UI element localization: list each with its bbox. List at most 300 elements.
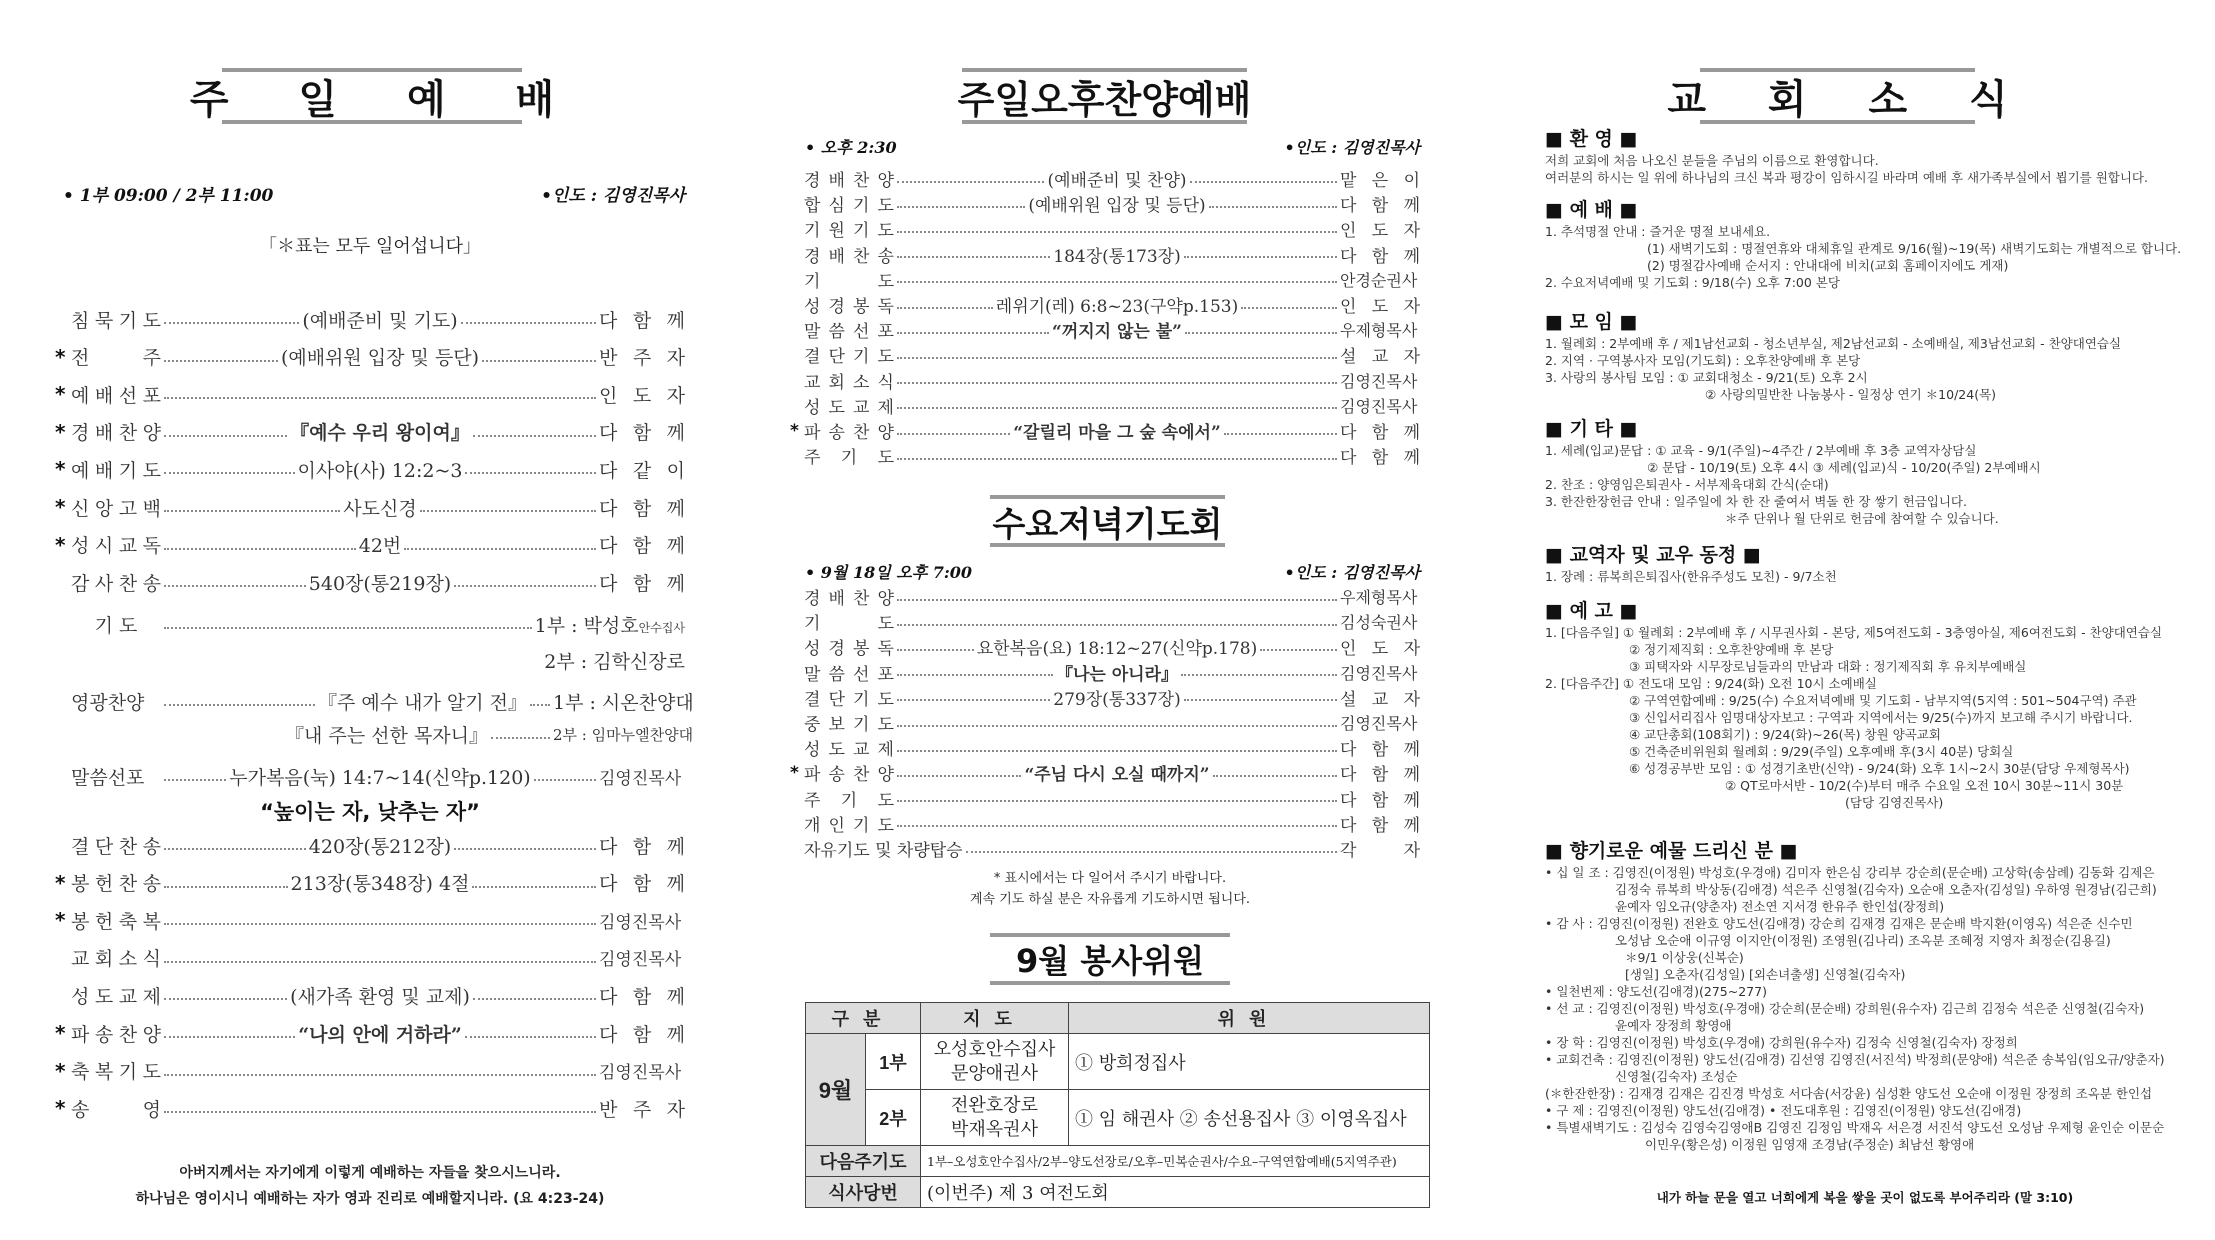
table-header (806, 1003, 1430, 1034)
order-row (55, 906, 685, 934)
sunday-title: 주 일 예 배 (189, 76, 583, 123)
preview-line-3: ③ 피택자와 시무장로님들과의 만남과 대화 : 정기제직회 후 유치부예배실 (1629, 659, 2027, 674)
wednesday-meta (805, 560, 1420, 583)
order-person: 김영진목사 (1340, 371, 1418, 391)
part-1-guide: 오성호안수집사 문양애권사 (921, 1034, 1069, 1090)
offering-line-2: 김정숙 류복희 박상동(김애경) 석은주 신영철(김숙자) 오순애 오춘자(김성일) 우하영 원경남(김근희) (1615, 882, 2157, 897)
preview-line-8: ⑤ 건축준비위원회 월례회 : 9/29(주일) 오후예배 후(3시 40분) 당회실 (1629, 744, 2014, 759)
preview-line-1: 1. [다음주일] ① 월례회 : 2부예배 후 / 시무권사회 - 본당, 제5여전도회 - 3층영아실, 제6여전도회 - 찬양대연습실 (1545, 625, 2163, 640)
order-content: (새가족 환영 및 교제) (290, 985, 470, 1008)
dot-leader (897, 256, 1050, 258)
order-row (55, 831, 685, 859)
dot-leader (164, 886, 288, 888)
dot-leader (897, 649, 974, 651)
offering-line-8: • 일천번제 : 양도선(김애경)(275~277) (1545, 984, 1767, 999)
order-title: 합 심 기 도 (804, 196, 894, 217)
offering-line-12: • 교회건축 : 김영진(이정원) 양도선(김애경) 김선영 김영진(서진석) 박정희(문양애) 석은준 송복임(임오규/양춘자) (1545, 1052, 2165, 1067)
staff-line-1: 1. 장례 : 류복희은퇴집사(한유주성도 모친) - 9/7소천 (1545, 569, 1837, 584)
order-title: 주 기 도 (804, 448, 894, 469)
dot-leader (164, 923, 596, 925)
order-person: 김영진목사 (599, 1063, 682, 1084)
order-content: 42번 (358, 535, 402, 558)
worship-line-3: (2) 명절감사예배 순서지 : 안내대에 비치(교회 홈페이지에도 게재) (1647, 258, 2009, 273)
welcome-heading: ■ 환 영 ■ (1545, 128, 1638, 150)
order-person: 맡 은 이 (1340, 171, 1420, 191)
order-title: 주 기 도 (804, 790, 894, 811)
sunday-prayer-row-2 (55, 646, 685, 674)
meal-value: (이번주) 제 3 여전도회 (921, 1177, 1430, 1208)
dot-leader (1260, 649, 1337, 651)
dot-leader (897, 624, 1337, 626)
worship-text (1545, 223, 2181, 291)
dot-leader (164, 510, 340, 512)
dot-leader (897, 699, 1050, 701)
star-mark: * (55, 344, 66, 369)
dot-leader (473, 998, 596, 1000)
order-person: 다 함 께 (1340, 740, 1420, 761)
order-title: 성 경 봉 독 (804, 639, 894, 660)
worship-heading: ■ 예 배 ■ (1545, 199, 1638, 221)
order-person: 반 주 자 (599, 347, 685, 370)
order-title: 결 단 기 도 (804, 347, 894, 368)
wednesday-title-box (990, 495, 1225, 547)
order-content: 『나는 아니라』 (1055, 664, 1179, 685)
dot-leader (897, 281, 1337, 283)
order-title: 경 배 찬 송 (804, 246, 894, 267)
order-person: 인 도 자 (1340, 221, 1420, 242)
stand-note: 「＊표는 모두 일어섭니다」 (259, 236, 481, 257)
order-title: 예 배 선 포 (71, 384, 161, 407)
order-row (790, 609, 1420, 634)
order-content: 『예수 우리 왕이여』 (290, 422, 470, 445)
order-person: 다 함 께 (599, 497, 685, 520)
table-row (806, 1177, 1430, 1208)
order-content: 279장(통337장) (1053, 689, 1181, 710)
order-row (55, 418, 685, 446)
sunday-meta (63, 181, 685, 206)
sermon-title: 말씀선포 (71, 766, 145, 789)
dot-leader (897, 332, 1049, 334)
offering-line-17: 이민우(황은성) 이정원 임영재 조경남(주정순) 최남선 황영애 (1645, 1137, 1975, 1152)
next-prayer-label: 다음주기도 (806, 1146, 921, 1177)
afternoon-title-box (957, 68, 1252, 124)
order-row (790, 418, 1420, 443)
order-title: 성 도 교 제 (804, 740, 894, 761)
dot-leader (491, 737, 550, 739)
offering-line-11: • 장 학 : 김영진(이정원) 박성호(우경애) 강희원(유수자) 김정숙 신영철(김숙자) 장정희 (1545, 1035, 2018, 1050)
table-row (806, 1034, 1430, 1090)
order-row (790, 242, 1420, 267)
order-content: 사도신경 (343, 497, 417, 520)
sermon-name: “높이는 자, 낮추는 자” (260, 800, 480, 824)
sermon-preacher: 김영진목사 (599, 768, 682, 789)
order-title: 파 송 찬 양 (804, 765, 894, 786)
wednesday-title: 수요저녁기도회 (992, 504, 1223, 545)
order-person: 다 함 께 (1340, 196, 1420, 217)
order-title: 성 시 교 독 (71, 535, 161, 558)
order-person: 김영진목사 (599, 950, 682, 971)
verse-line-1: 아버지께서는 자기에게 이렇게 예배하는 자들을 찾으시느니라. (179, 1165, 561, 1181)
order-content: “꺼지지 않는 불” (1052, 322, 1182, 343)
order-row (790, 811, 1420, 836)
dot-leader (897, 599, 1337, 601)
col-guide: 지도 (921, 1003, 1069, 1034)
order-content: 184장(통173장) (1053, 246, 1181, 267)
dot-leader (897, 307, 993, 309)
praise-choir-2: 2부 : 임마누엘찬양대 (553, 725, 694, 744)
dot-leader (897, 407, 1337, 409)
praise-song-1: 『주 예수 내가 알기 전』 (318, 691, 527, 714)
star-mark: * (55, 1021, 66, 1045)
preview-line-6: ③ 신입서리집사 임명대상자보고 : 구역과 지역에서는 9/25(수)까지 보고해 주시기 바랍니다. (1629, 710, 2133, 725)
news-title-box (1667, 68, 2032, 124)
order-person: 다 함 께 (599, 422, 685, 445)
order-person: 다 함 께 (599, 535, 685, 558)
wednesday-time: • 9월 18일 오후 7:00 (805, 563, 973, 582)
star-mark: * (55, 870, 66, 895)
order-title: 성 경 봉 독 (804, 297, 894, 317)
dot-leader (897, 206, 1025, 208)
meeting-line-3: 3. 사랑의 봉사팀 모임 : ① 교회대청소 - 9/21(토) 오후 2시 (1545, 370, 1868, 385)
order-row (790, 191, 1420, 216)
middle-column (790, 0, 1430, 1240)
afternoon-title: 주일오후찬양예배 (957, 77, 1252, 122)
order-title: 기 도 (804, 271, 894, 292)
star-mark: * (55, 532, 66, 557)
service-table (805, 1002, 1430, 1208)
star-mark: * (790, 762, 799, 783)
order-title: 축 복 기 도 (71, 1061, 161, 1084)
order-row (55, 1094, 685, 1122)
dot-leader (164, 397, 596, 399)
order-title: 말 씀 선 포 (804, 664, 894, 685)
dot-leader (420, 510, 596, 512)
order-content: “주님 다시 오실 때까지” (1024, 765, 1210, 786)
part-2-guide: 전완호장로 박재옥권사 (921, 1090, 1069, 1146)
worship-line-1: 1. 추석명절 안내 : 즐거운 명절 보내세요. (1545, 224, 1771, 239)
service-title-box (990, 933, 1230, 985)
dot-leader (897, 357, 1337, 359)
order-person: 다 함 께 (1340, 423, 1421, 443)
star-mark: * (55, 419, 66, 444)
dot-leader (1241, 307, 1337, 309)
offering-line-15: • 구 제 : 김영진(이정원) 양도선(김애경) • 전도대후원 : 김영진(이정원) 양도선(김애경) (1545, 1103, 2022, 1118)
order-row (790, 685, 1420, 710)
order-row (790, 166, 1420, 191)
order-row (55, 568, 685, 596)
order-person: 김성숙권사 (1340, 613, 1418, 633)
order-title: 송 영 (71, 1098, 161, 1121)
welcome-line-2: 여러분의 하시는 일 위에 하나님의 크신 복과 평강이 임하시길 바라며 예배 후 새가족부실에서 뵙기를 원합니다. (1545, 170, 2148, 185)
order-row (55, 944, 685, 972)
dot-leader (465, 1036, 596, 1038)
month-cell: 9월 (806, 1034, 866, 1146)
prayer-second: 2부 : 김학신장로 (544, 650, 685, 673)
order-person: 인 도 자 (1340, 297, 1420, 317)
meeting-line-4: ② 사랑의밀반찬 나눔봉사 - 일정상 연기 ＊10/24(목) (1705, 387, 1997, 402)
sunday-prayer-row (55, 610, 685, 638)
order-row (790, 342, 1420, 367)
dot-leader (164, 435, 287, 437)
order-title: 기 도 (804, 614, 894, 635)
dot-leader (1184, 256, 1337, 258)
meal-label: 식사당번 (806, 1177, 921, 1208)
col-members: 위원 (1069, 1003, 1430, 1034)
order-row (790, 216, 1420, 241)
prayer-title: 기 도 (94, 614, 138, 637)
meeting-line-1: 1. 월례회 : 2부예배 후 / 제1남선교회 - 청소년부실, 제2남선교회 - 소예배실, 제3남선교회 - 찬양대연습실 (1545, 336, 2122, 351)
offering-line-3: 윤예자 임오규(양춘자) 전소연 지서경 한유주 한인섭(장정희) (1615, 899, 1945, 914)
order-row (55, 1057, 685, 1085)
order-title: 말 씀 선 포 (804, 322, 894, 343)
dot-leader (897, 231, 1337, 233)
order-person: 다 함 께 (599, 1023, 685, 1046)
note-line-2: 계속 기도 하실 분은 자유롭게 기도하시면 됩니다. (969, 892, 1251, 907)
dot-leader (897, 458, 1337, 460)
dot-leader (164, 1074, 596, 1076)
worship-line-4: 2. 수요저녁예배 및 기도회 : 9/18(수) 오후 7:00 본당 (1545, 275, 1840, 290)
staff-heading: ■ 교역자 및 교우 동정 ■ (1545, 544, 1761, 566)
dot-leader (1185, 332, 1337, 334)
order-row (790, 267, 1420, 292)
order-title: 파 송 찬 양 (71, 1023, 161, 1046)
dot-leader (473, 435, 596, 437)
dot-leader (454, 585, 596, 587)
offering-line-7: [생일] 오춘자(김성일) [외손녀출생] 신영철(김숙자) (1625, 967, 1906, 982)
order-person: 다 함 께 (1340, 790, 1420, 811)
order-row (790, 584, 1420, 609)
offering-line-5: 오성남 오순애 이규영 이지안(이정원) 조영원(김나리) 조옥분 조혜정 지영자 최정순(김용길) (1615, 933, 2111, 948)
dot-leader (472, 886, 596, 888)
order-title: 예 배 기 도 (71, 459, 161, 482)
preview-line-7: ④ 교단총회(108회기) : 9/24(화)~26(목) 창원 양곡교회 (1629, 727, 1941, 742)
order-row (55, 493, 685, 521)
order-content: (예배위원 입장 및 등단) (280, 347, 480, 370)
dot-leader (164, 961, 596, 963)
order-content: (예배준비 및 기도) (302, 309, 458, 332)
offering-line-6: ＊9/1 이상웅(신복순) (1625, 950, 1744, 965)
etc-line-4: 3. 한잔한장헌금 안내 : 일주일에 차 한 잔 줄여서 벽돌 한 장 쌓기 헌금입니다. (1545, 494, 1967, 509)
order-content: “나의 안에 거하라” (298, 1023, 462, 1046)
dot-leader (465, 472, 596, 474)
dot-leader (482, 360, 596, 362)
meeting-heading: ■ 모 임 ■ (1545, 311, 1638, 333)
order-title: 경 배 찬 양 (71, 422, 161, 445)
order-content: (예배위원 입장 및 등단) (1028, 196, 1206, 217)
order-person: 김영진목사 (1340, 714, 1418, 733)
order-content: 레위기(레) 6:8~23(구약p.153) (995, 297, 1239, 317)
order-title: 침 묵 기 도 (71, 309, 161, 332)
order-content: 213장(통348장) 4절 (290, 873, 470, 896)
order-row (790, 443, 1420, 468)
order-title: 봉 헌 찬 송 (71, 873, 161, 896)
dot-leader (164, 998, 287, 1000)
order-title: 감 사 찬 송 (71, 572, 161, 595)
dot-leader (164, 548, 356, 550)
note-line-1: * 표시에서는 다 일어서 주시기 바랍니다. (993, 871, 1227, 886)
dot-leader (897, 433, 1010, 435)
part-2: 2부 (866, 1090, 921, 1146)
dot-leader (164, 585, 306, 587)
order-row (790, 710, 1420, 735)
order-person: 김영진목사 (1340, 663, 1418, 683)
order-row (55, 380, 685, 408)
etc-line-3: 2. 찬조 : 양영임은퇴권사 - 서부제육대회 간식(순대) (1545, 477, 1829, 492)
dot-leader (966, 851, 1337, 853)
afternoon-meta (805, 135, 1420, 158)
order-person: 인 도 자 (599, 384, 685, 407)
star-mark: * (55, 382, 66, 407)
order-title: 자유기도 및 차량탑승 (804, 841, 963, 861)
order-person: 김영진목사 (1340, 396, 1418, 416)
dot-leader (164, 704, 315, 706)
sunday-leader: •인도 : 김영진목사 (541, 186, 685, 206)
offering-line-14: (＊한잔한장) : 김재경 김재은 김진경 박성호 서다솜(서강윤) 심성환 양도선 오순애 이정원 장정희 조옥분 한인섭 (1545, 1086, 2153, 1101)
dot-leader (164, 779, 226, 781)
staff-text (1545, 568, 1837, 585)
order-person: 안경순권사 (1340, 270, 1418, 290)
order-row (790, 292, 1420, 317)
part-2-members: ① 임 해권사 ② 송선용집사 ③ 이영옥집사 (1069, 1090, 1430, 1146)
order-row (790, 634, 1420, 659)
preview-line-11: (담당 김영진목사) (1845, 795, 1944, 810)
dot-leader (1184, 699, 1337, 701)
dot-leader (530, 704, 550, 706)
order-row (790, 786, 1420, 811)
footer-verse: 내가 하늘 문을 열고 너희에게 복을 쌓을 곳이 없도록 부어주리라 (말 3:10) (1656, 1190, 2074, 1205)
star-mark: * (55, 1096, 66, 1121)
next-prayer-value: 1부–오성호안수집사/2부–양도선장로/오후–민복순권사/수요–구역연합예배(5지역주관) (921, 1146, 1430, 1177)
dot-leader (897, 181, 1044, 183)
dot-leader (897, 775, 1021, 777)
star-mark: * (55, 495, 66, 519)
order-person: 우제형목사 (1340, 321, 1418, 341)
order-person: 다 같 이 (599, 459, 685, 482)
order-row (55, 305, 685, 333)
order-title: 중 보 기 도 (804, 715, 894, 735)
order-content: (예배준비 및 찬양) (1047, 171, 1187, 191)
order-row (790, 735, 1420, 760)
order-person: 다 함 께 (599, 835, 685, 858)
order-person: 다 함 께 (1340, 765, 1420, 786)
afternoon-time: • 오후 2:30 (805, 138, 897, 157)
order-person: 우제형목사 (1340, 588, 1418, 607)
dot-leader (897, 750, 1337, 752)
offering-heading: ■ 향기로운 예물 드리신 분 ■ (1545, 840, 1798, 862)
order-row (55, 455, 685, 483)
order-row (790, 368, 1420, 393)
part-1: 1부 (866, 1034, 921, 1090)
order-title: 봉 헌 축 복 (71, 910, 161, 933)
order-title: 개 인 기 도 (804, 815, 894, 836)
dot-leader (534, 779, 596, 781)
order-row (55, 981, 685, 1009)
order-person: 설 교 자 (1340, 347, 1420, 368)
sunday-worship-column (0, 0, 740, 1240)
order-row (55, 1019, 685, 1047)
order-row (55, 531, 685, 559)
order-person: 다 함 께 (599, 873, 685, 896)
etc-line-2: ② 문답 - 10/19(토) 오후 4시 ③ 세례(입교)식 - 10/20(주일) 2부예배시 (1647, 460, 2041, 475)
order-title: 성 도 교 제 (804, 397, 894, 418)
welcome-text (1545, 152, 2148, 186)
order-content: 420장(통212장) (308, 835, 452, 858)
order-row (790, 760, 1420, 785)
dot-leader (1209, 206, 1337, 208)
star-mark: * (55, 908, 66, 933)
order-row (790, 660, 1420, 685)
dot-leader (897, 382, 1337, 384)
order-title: 기 원 기 도 (804, 221, 894, 242)
news-title: 교 회 소 식 (1667, 76, 2032, 123)
sunday-title-box (189, 68, 583, 124)
order-title: 전 주 (71, 347, 161, 370)
closing-verse (0, 1160, 740, 1212)
order-person: 다 함 께 (1340, 448, 1420, 469)
dot-leader (897, 825, 1337, 827)
order-title: 교 회 소 식 (804, 372, 894, 393)
prayer-first: 1부 : 박성호안수집사 (534, 614, 685, 637)
dot-leader (461, 322, 596, 324)
dot-leader (164, 627, 532, 629)
order-title: 교 회 소 식 (71, 948, 161, 971)
col-category: 구분 (806, 1003, 921, 1034)
etc-heading: ■ 기 타 ■ (1545, 418, 1638, 440)
praise-title: 영광찬양 (71, 691, 145, 714)
dot-leader (164, 472, 295, 474)
offering-line-1: • 십 일 조 : 김영진(이정원) 박성호(우경애) 김미자 한은심 강리부 강순희(문순배) 고상학(송삼례) 김동화 김제은 (1545, 865, 2155, 880)
order-person: 다 함 께 (599, 985, 685, 1008)
dot-leader (404, 548, 596, 550)
offering-line-10: 윤예자 장정희 황영애 (1615, 1018, 1732, 1033)
star-mark: * (55, 1058, 66, 1083)
order-title: 성 도 교 제 (71, 985, 161, 1008)
order-title: 경 배 찬 양 (804, 171, 894, 191)
praise-choir-1: 1부 : 시온찬양대 (553, 691, 694, 714)
order-person: 다 함 께 (599, 309, 685, 332)
dot-leader (1190, 181, 1337, 183)
order-person: 인 도 자 (1340, 639, 1420, 660)
sunday-time: • 1부 09:00 / 2부 11:00 (63, 186, 274, 206)
order-row (55, 869, 685, 897)
order-title: 경 배 찬 양 (804, 589, 894, 609)
order-title: 결 단 찬 송 (71, 835, 161, 858)
order-row (790, 836, 1420, 861)
offering-line-9: • 선 교 : 김영진(이정원) 박성호(우경애) 강순희(문순배) 강희원(유수자) 김근희 김정숙 석은준 신영철(김숙자) (1545, 1001, 2145, 1016)
meeting-text (1545, 335, 2121, 403)
offering-line-4: • 감 사 : 김영진(이정원) 전완호 양도선(김애경) 강순희 김재경 김재은 문순배 박지환(이영옥) 석은준 신수민 (1545, 916, 2133, 931)
church-news-column (1545, 0, 2185, 1240)
sermon-reference: 누가복음(눅) 14:7~14(신약p.120) (229, 766, 531, 789)
preview-heading: ■ 예 고 ■ (1545, 600, 1638, 622)
preview-line-2: ② 정기제직회 : 오후찬양예배 후 본당 (1629, 642, 1834, 657)
part-1-members: ① 방희정집사 (1069, 1034, 1430, 1090)
star-mark: * (55, 457, 66, 482)
offering-line-13: 신영철(김숙자) 조성순 (1615, 1069, 1738, 1084)
offering-line-16: • 특별새벽기도 : 김성숙 김영숙김영애B 김영진 김정임 박재옥 서은경 서진석 양도선 오성남 우제형 윤인순 이문순 (1545, 1120, 2165, 1135)
verse-line-2: 하나님은 영이시니 예배하는 자가 영과 진리로 예배할지니라. (요 4:23-24) (135, 1191, 605, 1207)
order-person: 반 주 자 (599, 1098, 685, 1121)
offering-text (1545, 864, 2165, 1153)
order-title: 파 송 찬 양 (804, 423, 894, 443)
table-row (806, 1146, 1430, 1177)
dot-leader (1181, 674, 1337, 676)
meeting-line-2: 2. 지역 · 구역봉사자 모임(기도회) : 오후찬양예배 후 본당 (1545, 353, 1861, 368)
preview-line-5: ② 구역연합예배 : 9/25(수) 수요저녁예배 및 기도회 - 남부지역(5지역 : 501~504구역) 주관 (1629, 693, 2137, 708)
preview-line-4: 2. [다음주간] ① 전도대 모임 : 9/24(화) 오전 10시 소예배실 (1545, 676, 1877, 691)
dot-leader (1224, 433, 1337, 435)
dot-leader (164, 848, 306, 850)
